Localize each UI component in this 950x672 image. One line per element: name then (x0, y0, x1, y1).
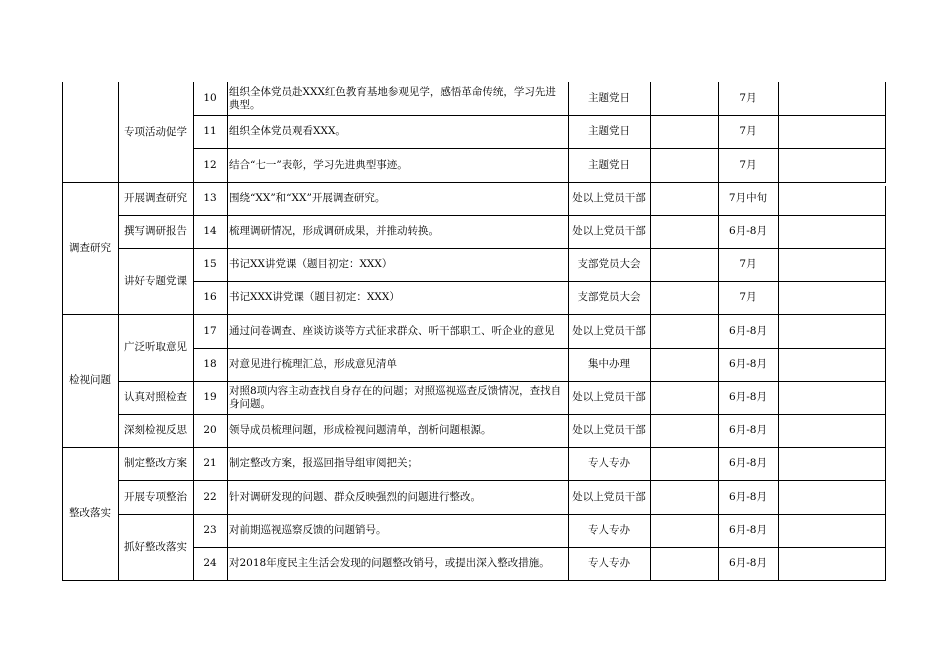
row-number: 12 (203, 159, 217, 171)
row-number: 21 (203, 457, 217, 469)
grid-line (227, 82, 228, 581)
row-method: 支部党员大会 (577, 258, 641, 270)
grid-line (193, 82, 194, 581)
row-number: 10 (203, 92, 217, 104)
row-time: 7月 (739, 125, 757, 137)
row-method: 主题党日 (588, 125, 630, 137)
row-number: 14 (203, 225, 217, 237)
row-number: 20 (203, 424, 217, 436)
row-time: 6月-8月 (729, 325, 767, 337)
row-method: 集中办理 (588, 358, 630, 370)
grid-line (885, 186, 886, 581)
row-content: 对前期巡视巡察反馈的问题销号。 (229, 524, 387, 536)
grid-line (568, 82, 569, 581)
row-method: 处以上党员干部 (572, 491, 646, 503)
row-number: 19 (203, 391, 217, 403)
row-content: 梳理调研情况，形成调研成果，并推动转换。 (229, 225, 439, 237)
row-method: 处以上党员干部 (572, 192, 646, 204)
row-content: 围绕“XX”和“XX”开展调查研究。 (229, 192, 386, 204)
row-time: 6月-8月 (729, 225, 767, 237)
row-method: 专人专办 (588, 524, 630, 536)
row-number: 18 (203, 358, 217, 370)
row-content: 通过问卷调查、座谈访谈等方式征求群众、听干部职工、听企业的意见 (229, 325, 555, 337)
grid-line (62, 314, 886, 315)
grid-line (885, 82, 886, 183)
subcategory-label: 认真对照检查 (124, 391, 187, 403)
row-time: 7月 (739, 258, 757, 270)
row-method: 主题党日 (588, 92, 630, 104)
grid-line (118, 480, 886, 481)
row-content: 领导成员梳理问题，形成检视问题清单，剖析问题根源。 (229, 424, 492, 436)
grid-line (718, 82, 719, 581)
row-number: 22 (203, 491, 217, 503)
row-method: 处以上党员干部 (572, 424, 646, 436)
row-method: 专人专办 (588, 457, 630, 469)
row-time: 7月中旬 (728, 192, 768, 204)
subcategory-label: 制定整改方案 (124, 457, 187, 469)
row-time: 7月 (739, 159, 757, 171)
subcategory-label: 深刻检视反思 (124, 424, 187, 436)
row-content: 制定整改方案，报巡回指导组审阅把关； (229, 457, 418, 469)
row-time: 6月-8月 (729, 424, 767, 436)
row-method: 专人专办 (588, 557, 630, 569)
grid-line (193, 547, 886, 548)
subcategory-label: 抓好整改落实 (124, 541, 187, 553)
row-time: 6月-8月 (729, 557, 767, 569)
grid-line (118, 248, 886, 249)
row-method: 主题党日 (588, 159, 630, 171)
subcategory-label: 撰写调研报告 (124, 225, 187, 237)
grid-line (193, 148, 886, 149)
grid-line (193, 348, 886, 349)
row-number: 23 (203, 524, 217, 536)
row-time: 7月 (739, 291, 757, 303)
subcategory-label: 讲好专题党课 (124, 275, 187, 287)
grid-line (62, 447, 886, 448)
row-content: 书记XXX讲党课（题目初定：XXX） (229, 291, 400, 303)
grid-line (193, 281, 886, 282)
row-content: 组织全体党员赴XXX红色教育基地参观见学，感悟革命传统，学习先进典型。 (229, 86, 556, 111)
row-method: 处以上党员干部 (572, 391, 646, 403)
grid-line (118, 381, 886, 382)
grid-line (62, 82, 63, 581)
category-label: 检视问题 (69, 374, 111, 386)
subcategory-label: 开展调查研究 (124, 192, 187, 204)
row-content: 针对调研发现的问题、群众反映强烈的问题进行整改。 (229, 491, 481, 503)
row-number: 16 (203, 291, 217, 303)
subcategory-label: 专项活动促学 (124, 126, 187, 138)
grid-line (193, 115, 886, 116)
row-content: 对照8项内容主动查找自身存在的问题；对照巡视巡查反馈情况，查找自身问题。 (229, 385, 562, 410)
subcategory-label: 开展专项整治 (124, 491, 187, 503)
grid-line (778, 82, 779, 581)
row-time: 7月 (739, 92, 757, 104)
row-method: 支部党员大会 (577, 291, 641, 303)
subcategory-label: 广泛听取意见 (124, 341, 187, 353)
grid-line (650, 82, 651, 581)
grid-line (118, 414, 886, 415)
grid-line (62, 580, 886, 581)
grid-line (118, 514, 886, 515)
row-number: 24 (203, 557, 217, 569)
row-number: 15 (203, 258, 217, 270)
row-time: 6月-8月 (729, 491, 767, 503)
row-content: 组织全体党员观看XXX。 (229, 125, 346, 137)
row-time: 6月-8月 (729, 524, 767, 536)
row-number: 11 (203, 125, 217, 137)
row-content: 书记XX讲党课（题目初定：XXX） (229, 258, 393, 270)
row-time: 6月-8月 (729, 358, 767, 370)
row-time: 6月-8月 (729, 391, 767, 403)
grid-line (118, 215, 886, 216)
grid-line (62, 182, 886, 183)
row-content: 对2018年度民主生活会发现的问题整改销号，或提出深入整改措施。 (229, 557, 550, 569)
row-method: 处以上党员干部 (572, 225, 646, 237)
category-label: 整改落实 (69, 507, 111, 519)
row-number: 17 (203, 325, 217, 337)
row-number: 13 (203, 192, 217, 204)
row-content: 结合“七一”表彰，学习先进典型事迹。 (229, 159, 408, 171)
grid-line (118, 82, 119, 581)
row-content: 对意见进行梳理汇总，形成意见清单 (229, 358, 397, 370)
category-label: 调查研究 (69, 242, 111, 254)
row-method: 处以上党员干部 (572, 325, 646, 337)
row-time: 6月-8月 (729, 457, 767, 469)
